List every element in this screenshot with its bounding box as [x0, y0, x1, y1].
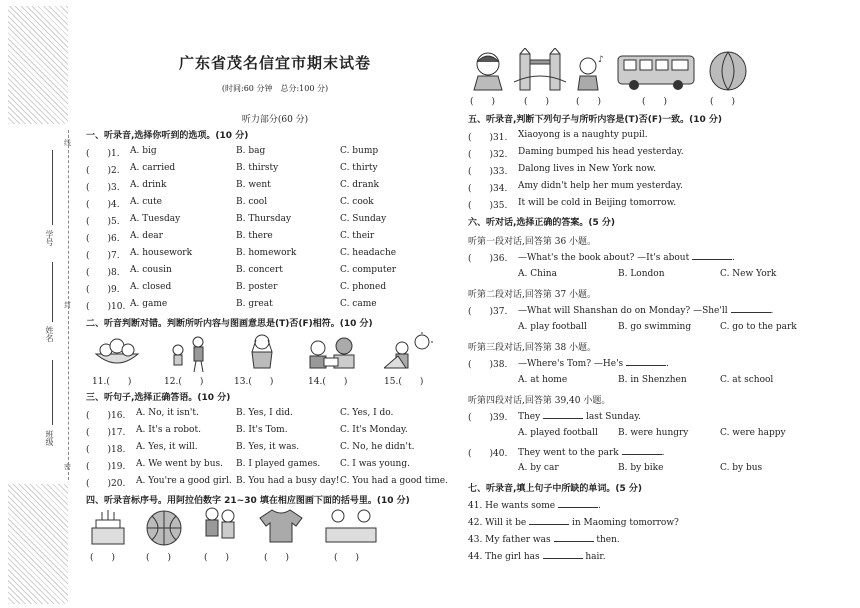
q1-number[interactable]: ( )1.	[86, 149, 120, 159]
basketball-icon	[144, 508, 184, 548]
q37-question: —What will Shanshan do on Monday? —She'll .	[518, 306, 774, 316]
doctor-desk-icon	[324, 506, 378, 546]
q31-text: Xiaoyong is a naughty pupil.	[518, 130, 648, 140]
q43-blank[interactable]	[554, 533, 594, 542]
section6-heading: 六、听对话,选择正确的答案。(5 分)	[468, 218, 616, 228]
dialogue1-intro: 听第一段对话,回答第 36 小题。	[468, 237, 597, 247]
q41-sentence: 41. He wants some .	[468, 501, 601, 511]
q10-number[interactable]: ( )10.	[86, 302, 126, 312]
q10-option-c: C. came	[340, 299, 377, 309]
q9-option-b: B. poster	[236, 282, 278, 292]
bus-icon	[616, 52, 696, 92]
q31-number[interactable]: ( )31.	[468, 133, 508, 143]
q39-number[interactable]: ( )39.	[468, 413, 508, 423]
tower-bridge-icon	[514, 48, 566, 92]
q38-number[interactable]: ( )38.	[468, 360, 508, 370]
pic23-bracket[interactable]: ( )	[204, 553, 230, 563]
q37-option-b: B. go swimming	[618, 322, 692, 332]
margin-hatch-bottom	[8, 484, 68, 604]
q38-question: —Where's Tom? —He's .	[518, 359, 669, 369]
q18-option-b: B. Yes, it was.	[236, 442, 300, 452]
seal-mark-line: 线	[64, 139, 71, 147]
q35-text: It will be cold in Beijing tomorrow.	[518, 198, 677, 208]
q39-option-a: A. played football	[518, 428, 598, 438]
q9-option-a: A. closed	[130, 282, 172, 292]
q40-blank[interactable]	[622, 446, 662, 455]
q44-sentence: 44. The girl has hair.	[468, 552, 606, 562]
q32-number[interactable]: ( )32.	[468, 150, 508, 160]
pic26-bracket[interactable]: ( )	[470, 97, 496, 107]
q15-label[interactable]: 15.( )	[384, 377, 424, 387]
q7-option-b: B. homework	[236, 248, 297, 258]
q40-question: They went to the park .	[518, 448, 665, 458]
beach-ball-icon	[708, 50, 748, 92]
q20-option-c: C. You had a good time.	[340, 476, 448, 486]
q6-number[interactable]: ( )6.	[86, 234, 120, 244]
section7-heading: 七、听录音,填上句子中所缺的单词。(5 分)	[468, 484, 643, 494]
q40-option-a: A. by car	[518, 463, 559, 473]
q1-option-c: C. bump	[340, 146, 379, 156]
q8-number[interactable]: ( )8.	[86, 268, 120, 278]
reading-characters-icon	[304, 334, 360, 372]
q7-number[interactable]: ( )7.	[86, 251, 120, 261]
q9-number[interactable]: ( )9.	[86, 285, 120, 295]
q5-option-c: C. Sunday	[340, 214, 387, 224]
q18-number[interactable]: ( )18.	[86, 445, 126, 455]
q37-option-a: A. play football	[518, 322, 587, 332]
student-id-label: 学号	[45, 230, 54, 246]
q3-option-c: C. drank	[340, 180, 379, 190]
q17-option-b: B. It's Tom.	[236, 425, 288, 435]
q37-number[interactable]: ( )37.	[468, 307, 508, 317]
q37-option-c: C. go to the park	[720, 322, 797, 332]
q40-number[interactable]: ( )40.	[468, 449, 508, 459]
boy-headache-icon	[244, 332, 280, 372]
q17-option-a: A. It's a robot.	[136, 425, 201, 435]
dialogue2-intro: 听第二段对话,回答第 37 小题。	[468, 290, 597, 300]
q43-sentence: 43. My father was then.	[468, 535, 620, 545]
two-kids-icon	[200, 506, 240, 548]
q3-number[interactable]: ( )3.	[86, 183, 120, 193]
q44-blank[interactable]	[543, 550, 583, 559]
section4-heading: 四、听录音标序号。用阿拉伯数字 21~30 填在相应图画下面的括号里。(10 分)	[86, 496, 410, 506]
q12-label[interactable]: 12.( )	[164, 377, 204, 387]
q36-number[interactable]: ( )36.	[468, 254, 508, 264]
q16-number[interactable]: ( )16.	[86, 411, 126, 421]
q3-option-a: A. drink	[130, 180, 167, 190]
q7-option-a: A. housework	[130, 248, 193, 258]
q4-option-b: B. cool	[236, 197, 268, 207]
q39-question: They last Sunday.	[518, 412, 641, 422]
q39-option-c: C. were happy	[720, 428, 786, 438]
q18-option-c: C. No, he didn't.	[340, 442, 415, 452]
q6-option-c: C. their	[340, 231, 375, 241]
q5-option-a: A. Tuesday	[130, 214, 181, 224]
pic30-bracket[interactable]: ( )	[710, 97, 736, 107]
q8-option-a: A. cousin	[130, 265, 172, 275]
q17-option-c: C. It's Monday.	[340, 425, 408, 435]
dialogue4-intro: 听第四段对话,回答第 39,40 小题。	[468, 396, 611, 406]
seal-mark-seal: 封	[64, 301, 71, 309]
q16-option-b: B. Yes, I did.	[236, 408, 293, 418]
pic28-bracket[interactable]: ( )	[576, 97, 602, 107]
q32-text: Daming bumped his head yesterday.	[518, 147, 684, 157]
section5-heading: 五、听录音,判断下列句子与所听内容是(T)否(F)一致。(10 分)	[468, 115, 723, 125]
svg-text:♪: ♪	[598, 55, 604, 65]
birthday-cake-icon	[88, 508, 128, 548]
q10-option-a: A. game	[130, 299, 168, 309]
q36-option-b: B. London	[618, 269, 665, 279]
q20-number[interactable]: ( )20.	[86, 479, 126, 489]
pic22-bracket[interactable]: ( )	[146, 553, 172, 563]
q38-option-a: A. at home	[518, 375, 568, 385]
section3-heading: 三、听句子,选择正确答语。(10 分)	[86, 393, 231, 403]
q39-blank[interactable]	[543, 410, 583, 419]
q13-label[interactable]: 13.( )	[234, 377, 274, 387]
girl-icon	[468, 50, 508, 92]
q6-option-a: A. dear	[130, 231, 163, 241]
q33-number[interactable]: ( )33.	[468, 167, 508, 177]
q4-option-a: A. cute	[130, 197, 163, 207]
q41-blank[interactable]	[558, 499, 598, 508]
margin-hatch-top	[8, 6, 68, 124]
q20-option-b: B. You had a busy day!	[236, 476, 340, 486]
q19-number[interactable]: ( )19.	[86, 462, 126, 472]
listening-part-heading: 听力部分(60 分)	[241, 115, 309, 125]
exam-title: 广东省茂名信宜市期末试卷	[178, 54, 371, 72]
q9-option-c: C. phoned	[340, 282, 387, 292]
q42-blank[interactable]	[529, 516, 569, 525]
q34-text: Amy didn't help her mum yesterday.	[518, 181, 683, 191]
student-id-line	[52, 150, 53, 225]
q2-number[interactable]: ( )2.	[86, 166, 120, 176]
q16-option-a: A. No, it isn't.	[136, 408, 199, 418]
q37-blank[interactable]	[731, 304, 771, 313]
pic27-bracket[interactable]: ( )	[524, 97, 550, 107]
q16-option-c: C. Yes, I do.	[340, 408, 394, 418]
q17-number[interactable]: ( )17.	[86, 428, 126, 438]
children-playing-icon	[164, 334, 214, 374]
q7-option-c: C. headache	[340, 248, 397, 258]
seal-mark-secret: 密	[64, 463, 71, 471]
q39-option-b: B. were hungry	[618, 428, 689, 438]
q1-option-b: B. bag	[236, 146, 266, 156]
exam-subtitle: (时间:60 分钟 总分:100 分)	[221, 84, 329, 93]
section2-heading: 二、听音判断对错。判断所听内容与图画意思是(T)否(F)相符。(10 分)	[86, 319, 373, 329]
q18-option-a: A. Yes, it will.	[136, 442, 198, 452]
q42-sentence: 42. Will it be in Maoming tomorrow?	[468, 518, 679, 528]
q11-label[interactable]: 11.( )	[92, 377, 132, 387]
q36-blank[interactable]	[692, 251, 732, 260]
pic29-bracket[interactable]: ( )	[642, 97, 668, 107]
q19-option-c: C. I was young.	[340, 459, 410, 469]
q36-option-c: C. New York	[720, 269, 777, 279]
q8-option-c: C. computer	[340, 265, 397, 275]
q4-option-c: C. cook	[340, 197, 374, 207]
q19-option-b: B. I played games.	[236, 459, 321, 469]
q38-option-c: C. at school	[720, 375, 774, 385]
section1-heading: 一、听录音,选择你听到的选项。(10 分)	[86, 131, 249, 141]
q19-option-a: A. We went by bus.	[136, 459, 223, 469]
q40-option-b: B. by bike	[618, 463, 664, 473]
q5-number[interactable]: ( )5.	[86, 217, 120, 227]
q35-number[interactable]: ( )35.	[468, 201, 508, 211]
q2-option-b: B. thirsty	[236, 163, 279, 173]
q8-option-b: B. concert	[236, 265, 283, 275]
q34-number[interactable]: ( )34.	[468, 184, 508, 194]
pic24-bracket[interactable]: ( )	[264, 553, 290, 563]
q6-option-b: B. there	[236, 231, 273, 241]
q2-option-c: C. thirty	[340, 163, 378, 173]
q36-question: —What's the book about? —It's about .	[518, 253, 735, 263]
q20-option-a: A. You're a good girl.	[136, 476, 232, 486]
pic25-bracket[interactable]: ( )	[334, 553, 360, 563]
q40-option-c: C. by bus	[720, 463, 763, 473]
q38-option-b: B. in Shenzhen	[618, 375, 687, 385]
pic21-bracket[interactable]: ( )	[90, 553, 116, 563]
q33-text: Dalong lives in New York now.	[518, 164, 657, 174]
tshirt-icon	[258, 508, 304, 544]
boy-sunny-icon	[384, 332, 434, 372]
name-label: 姓名	[45, 326, 54, 342]
q3-option-b: B. went	[236, 180, 271, 190]
q14-label[interactable]: 14.( )	[308, 377, 348, 387]
singing-girl-icon	[574, 52, 608, 92]
q10-option-b: B. great	[236, 299, 273, 309]
q38-blank[interactable]	[626, 357, 666, 366]
class-label: 班级	[45, 430, 54, 446]
q4-number[interactable]: ( )4.	[86, 200, 120, 210]
q2-option-a: A. carried	[130, 163, 176, 173]
q5-option-b: B. Thursday	[236, 214, 292, 224]
class-line	[52, 360, 53, 425]
q1-option-a: A. big	[130, 146, 157, 156]
q36-option-a: A. China	[518, 269, 557, 279]
ice-cream-bowl-icon	[92, 336, 142, 372]
dialogue3-intro: 听第三段对话,回答第 38 小题。	[468, 343, 597, 353]
name-line	[52, 262, 53, 322]
